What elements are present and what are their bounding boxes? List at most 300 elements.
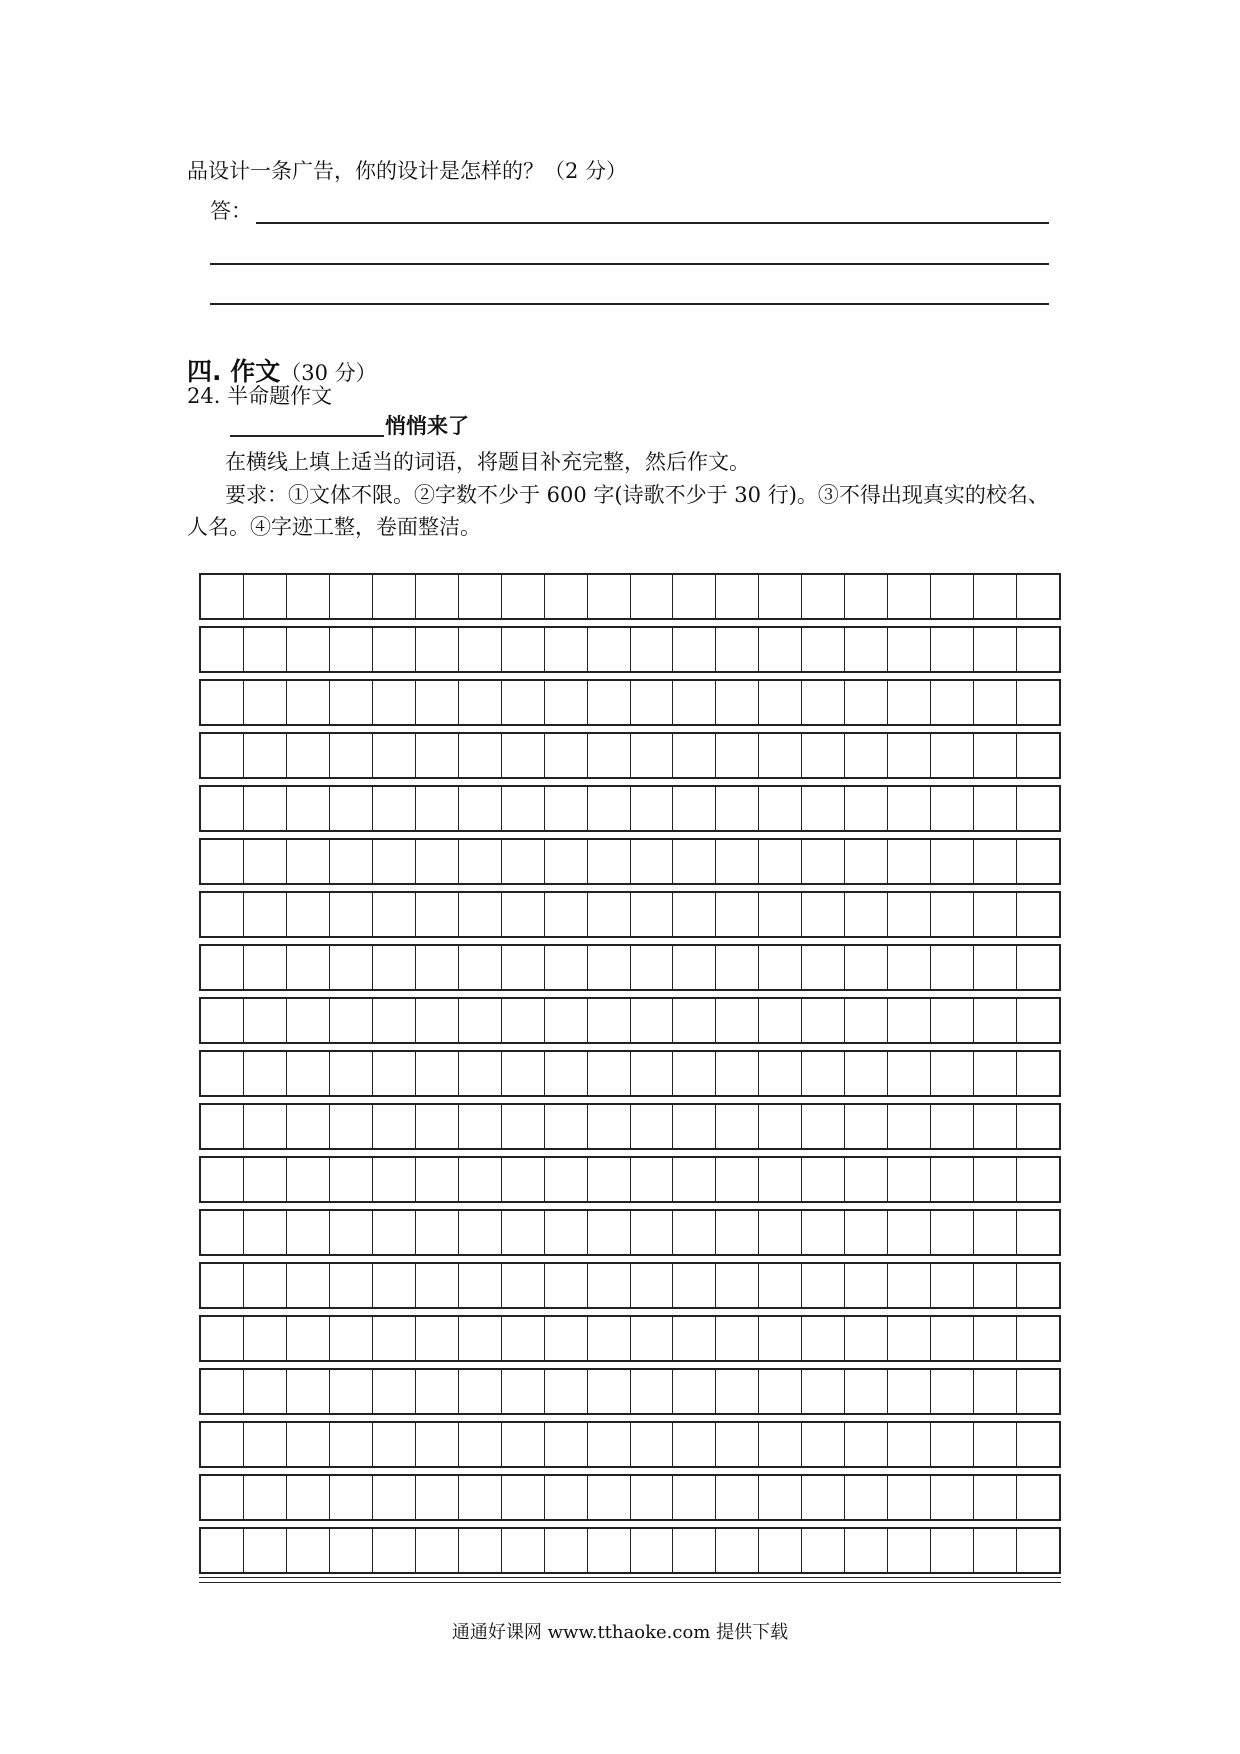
- grid-cell[interactable]: [330, 1264, 373, 1307]
- grid-cell[interactable]: [673, 1264, 716, 1307]
- grid-cell[interactable]: [330, 681, 373, 724]
- answer-line-1[interactable]: [256, 222, 1049, 224]
- grid-cell[interactable]: [888, 628, 931, 671]
- grid-cell[interactable]: [716, 1052, 759, 1095]
- grid-cell[interactable]: [373, 1211, 416, 1254]
- grid-cell[interactable]: [888, 1317, 931, 1360]
- grid-cell[interactable]: [759, 787, 802, 830]
- grid-cell[interactable]: [631, 946, 674, 989]
- grid-cell[interactable]: [716, 734, 759, 777]
- grid-cell[interactable]: [373, 1317, 416, 1360]
- grid-cell[interactable]: [802, 1476, 845, 1519]
- grid-cell[interactable]: [287, 946, 330, 989]
- grid-cell[interactable]: [244, 1423, 287, 1466]
- grid-cell[interactable]: [931, 1370, 974, 1413]
- grid-cell[interactable]: [588, 681, 631, 724]
- grid-cell[interactable]: [845, 1370, 888, 1413]
- grid-cell[interactable]: [759, 575, 802, 618]
- grid-cell[interactable]: [373, 1105, 416, 1148]
- grid-cell[interactable]: [716, 1476, 759, 1519]
- grid-cell[interactable]: [502, 734, 545, 777]
- grid-cell[interactable]: [888, 787, 931, 830]
- grid-cell[interactable]: [244, 1264, 287, 1307]
- grid-cell[interactable]: [888, 893, 931, 936]
- grid-cell[interactable]: [416, 1264, 459, 1307]
- grid-cell[interactable]: [631, 681, 674, 724]
- grid-cell[interactable]: [459, 1423, 502, 1466]
- grid-cell[interactable]: [287, 628, 330, 671]
- grid-cell[interactable]: [888, 1052, 931, 1095]
- grid-cell[interactable]: [502, 1529, 545, 1572]
- grid-cell[interactable]: [631, 628, 674, 671]
- grid-cell[interactable]: [845, 999, 888, 1042]
- grid-cell[interactable]: [931, 1264, 974, 1307]
- grid-cell[interactable]: [974, 893, 1017, 936]
- grid-cell[interactable]: [631, 734, 674, 777]
- grid-cell[interactable]: [931, 1211, 974, 1254]
- grid-cell[interactable]: [244, 999, 287, 1042]
- grid-cell[interactable]: [545, 1105, 588, 1148]
- grid-cell[interactable]: [545, 840, 588, 883]
- grid-cell[interactable]: [673, 840, 716, 883]
- grid-cell[interactable]: [974, 1264, 1017, 1307]
- grid-cell[interactable]: [802, 681, 845, 724]
- grid-cell[interactable]: [759, 893, 802, 936]
- grid-cell[interactable]: [845, 1423, 888, 1466]
- grid-cell[interactable]: [287, 1370, 330, 1413]
- grid-cell[interactable]: [759, 681, 802, 724]
- grid-cell[interactable]: [545, 893, 588, 936]
- grid-cell[interactable]: [673, 681, 716, 724]
- grid-cell[interactable]: [673, 787, 716, 830]
- grid-cell[interactable]: [416, 999, 459, 1042]
- grid-cell[interactable]: [502, 787, 545, 830]
- grid-cell[interactable]: [244, 840, 287, 883]
- grid-cell[interactable]: [502, 840, 545, 883]
- grid-cell[interactable]: [759, 999, 802, 1042]
- grid-cell[interactable]: [459, 946, 502, 989]
- grid-cell[interactable]: [459, 734, 502, 777]
- grid-cell[interactable]: [1017, 1529, 1059, 1572]
- grid-cell[interactable]: [931, 575, 974, 618]
- answer-line-2[interactable]: [210, 263, 1049, 265]
- grid-cell[interactable]: [287, 681, 330, 724]
- grid-cell[interactable]: [888, 1423, 931, 1466]
- grid-cell[interactable]: [802, 1317, 845, 1360]
- grid-cell[interactable]: [888, 1158, 931, 1201]
- grid-cell[interactable]: [287, 1423, 330, 1466]
- grid-cell[interactable]: [673, 1211, 716, 1254]
- grid-cell[interactable]: [373, 999, 416, 1042]
- grid-cell[interactable]: [716, 1211, 759, 1254]
- grid-cell[interactable]: [673, 575, 716, 618]
- grid-cell[interactable]: [974, 1052, 1017, 1095]
- grid-cell[interactable]: [845, 1529, 888, 1572]
- grid-cell[interactable]: [931, 1476, 974, 1519]
- grid-cell[interactable]: [759, 1105, 802, 1148]
- grid-cell[interactable]: [716, 681, 759, 724]
- grid-cell[interactable]: [673, 1158, 716, 1201]
- grid-cell[interactable]: [545, 1317, 588, 1360]
- grid-cell[interactable]: [502, 628, 545, 671]
- grid-cell[interactable]: [631, 1529, 674, 1572]
- grid-cell[interactable]: [845, 1264, 888, 1307]
- grid-cell[interactable]: [545, 1370, 588, 1413]
- grid-cell[interactable]: [588, 734, 631, 777]
- grid-cell[interactable]: [759, 1529, 802, 1572]
- grid-cell[interactable]: [588, 1370, 631, 1413]
- grid-cell[interactable]: [802, 893, 845, 936]
- grid-cell[interactable]: [974, 1370, 1017, 1413]
- grid-cell[interactable]: [287, 1476, 330, 1519]
- grid-cell[interactable]: [673, 999, 716, 1042]
- grid-cell[interactable]: [974, 999, 1017, 1042]
- grid-cell[interactable]: [416, 1370, 459, 1413]
- grid-cell[interactable]: [373, 893, 416, 936]
- grid-cell[interactable]: [759, 1423, 802, 1466]
- grid-cell[interactable]: [416, 840, 459, 883]
- grid-cell[interactable]: [459, 999, 502, 1042]
- grid-cell[interactable]: [1017, 893, 1059, 936]
- grid-cell[interactable]: [802, 628, 845, 671]
- grid-cell[interactable]: [931, 681, 974, 724]
- grid-cell[interactable]: [545, 1529, 588, 1572]
- grid-cell[interactable]: [888, 575, 931, 618]
- grid-cell[interactable]: [716, 628, 759, 671]
- grid-cell[interactable]: [845, 1052, 888, 1095]
- grid-cell[interactable]: [1017, 1317, 1059, 1360]
- grid-cell[interactable]: [201, 1211, 244, 1254]
- grid-cell[interactable]: [974, 1158, 1017, 1201]
- grid-cell[interactable]: [759, 946, 802, 989]
- grid-cell[interactable]: [974, 734, 1017, 777]
- grid-cell[interactable]: [373, 1476, 416, 1519]
- grid-cell[interactable]: [931, 1317, 974, 1360]
- grid-cell[interactable]: [330, 1317, 373, 1360]
- grid-cell[interactable]: [673, 628, 716, 671]
- grid-cell[interactable]: [330, 1476, 373, 1519]
- grid-cell[interactable]: [1017, 1105, 1059, 1148]
- grid-cell[interactable]: [244, 575, 287, 618]
- grid-cell[interactable]: [588, 999, 631, 1042]
- grid-cell[interactable]: [1017, 1370, 1059, 1413]
- grid-cell[interactable]: [673, 946, 716, 989]
- grid-cell[interactable]: [1017, 1264, 1059, 1307]
- answer-line-3[interactable]: [210, 303, 1049, 305]
- grid-cell[interactable]: [888, 1476, 931, 1519]
- grid-cell[interactable]: [931, 628, 974, 671]
- grid-cell[interactable]: [631, 893, 674, 936]
- grid-cell[interactable]: [716, 1370, 759, 1413]
- grid-cell[interactable]: [545, 1211, 588, 1254]
- grid-cell[interactable]: [287, 840, 330, 883]
- grid-cell[interactable]: [287, 734, 330, 777]
- grid-cell[interactable]: [1017, 946, 1059, 989]
- grid-cell[interactable]: [459, 787, 502, 830]
- grid-cell[interactable]: [588, 1423, 631, 1466]
- grid-cell[interactable]: [673, 1476, 716, 1519]
- grid-cell[interactable]: [244, 1317, 287, 1360]
- grid-cell[interactable]: [459, 1264, 502, 1307]
- grid-cell[interactable]: [888, 681, 931, 724]
- grid-cell[interactable]: [974, 1529, 1017, 1572]
- grid-cell[interactable]: [1017, 628, 1059, 671]
- grid-cell[interactable]: [802, 1264, 845, 1307]
- grid-cell[interactable]: [588, 575, 631, 618]
- grid-cell[interactable]: [459, 1317, 502, 1360]
- grid-cell[interactable]: [201, 1529, 244, 1572]
- grid-cell[interactable]: [1017, 1423, 1059, 1466]
- grid-cell[interactable]: [845, 1105, 888, 1148]
- grid-cell[interactable]: [244, 1052, 287, 1095]
- grid-cell[interactable]: [287, 575, 330, 618]
- grid-cell[interactable]: [673, 1317, 716, 1360]
- grid-cell[interactable]: [459, 840, 502, 883]
- grid-cell[interactable]: [459, 1476, 502, 1519]
- grid-cell[interactable]: [502, 893, 545, 936]
- grid-cell[interactable]: [759, 1211, 802, 1254]
- grid-cell[interactable]: [201, 1052, 244, 1095]
- grid-cell[interactable]: [502, 999, 545, 1042]
- grid-cell[interactable]: [330, 734, 373, 777]
- grid-cell[interactable]: [416, 787, 459, 830]
- grid-cell[interactable]: [545, 1264, 588, 1307]
- grid-cell[interactable]: [931, 946, 974, 989]
- grid-cell[interactable]: [416, 1317, 459, 1360]
- grid-cell[interactable]: [201, 1317, 244, 1360]
- grid-cell[interactable]: [631, 575, 674, 618]
- grid-cell[interactable]: [416, 681, 459, 724]
- grid-cell[interactable]: [845, 1158, 888, 1201]
- grid-cell[interactable]: [716, 1105, 759, 1148]
- grid-cell[interactable]: [802, 1529, 845, 1572]
- grid-cell[interactable]: [1017, 1211, 1059, 1254]
- grid-cell[interactable]: [845, 840, 888, 883]
- grid-cell[interactable]: [716, 1423, 759, 1466]
- grid-cell[interactable]: [802, 946, 845, 989]
- grid-cell[interactable]: [631, 1264, 674, 1307]
- grid-cell[interactable]: [373, 1529, 416, 1572]
- grid-cell[interactable]: [845, 893, 888, 936]
- grid-cell[interactable]: [759, 1052, 802, 1095]
- grid-cell[interactable]: [459, 1529, 502, 1572]
- grid-cell[interactable]: [974, 787, 1017, 830]
- grid-cell[interactable]: [416, 1105, 459, 1148]
- grid-cell[interactable]: [802, 1423, 845, 1466]
- grid-cell[interactable]: [631, 1158, 674, 1201]
- grid-cell[interactable]: [244, 946, 287, 989]
- grid-cell[interactable]: [673, 1370, 716, 1413]
- grid-cell[interactable]: [330, 1423, 373, 1466]
- grid-cell[interactable]: [716, 787, 759, 830]
- grid-cell[interactable]: [1017, 734, 1059, 777]
- grid-cell[interactable]: [502, 575, 545, 618]
- grid-cell[interactable]: [201, 999, 244, 1042]
- grid-cell[interactable]: [416, 628, 459, 671]
- grid-cell[interactable]: [631, 787, 674, 830]
- grid-cell[interactable]: [545, 946, 588, 989]
- grid-cell[interactable]: [888, 840, 931, 883]
- grid-cell[interactable]: [759, 1476, 802, 1519]
- grid-cell[interactable]: [974, 1317, 1017, 1360]
- grid-cell[interactable]: [716, 1158, 759, 1201]
- grid-cell[interactable]: [888, 1370, 931, 1413]
- grid-cell[interactable]: [588, 1317, 631, 1360]
- grid-cell[interactable]: [1017, 575, 1059, 618]
- grid-cell[interactable]: [201, 575, 244, 618]
- grid-cell[interactable]: [845, 946, 888, 989]
- grid-cell[interactable]: [759, 840, 802, 883]
- grid-cell[interactable]: [201, 1105, 244, 1148]
- grid-cell[interactable]: [330, 787, 373, 830]
- grid-cell[interactable]: [201, 840, 244, 883]
- grid-cell[interactable]: [373, 628, 416, 671]
- grid-cell[interactable]: [287, 1105, 330, 1148]
- grid-cell[interactable]: [287, 1158, 330, 1201]
- grid-cell[interactable]: [330, 840, 373, 883]
- grid-cell[interactable]: [330, 946, 373, 989]
- grid-cell[interactable]: [330, 1105, 373, 1148]
- grid-cell[interactable]: [716, 893, 759, 936]
- grid-cell[interactable]: [845, 681, 888, 724]
- grid-cell[interactable]: [716, 999, 759, 1042]
- grid-cell[interactable]: [244, 893, 287, 936]
- grid-cell[interactable]: [845, 1317, 888, 1360]
- grid-cell[interactable]: [802, 1158, 845, 1201]
- grid-cell[interactable]: [244, 787, 287, 830]
- grid-cell[interactable]: [974, 840, 1017, 883]
- grid-cell[interactable]: [459, 1052, 502, 1095]
- grid-cell[interactable]: [373, 1264, 416, 1307]
- grid-cell[interactable]: [888, 734, 931, 777]
- grid-cell[interactable]: [588, 1105, 631, 1148]
- grid-cell[interactable]: [244, 734, 287, 777]
- grid-cell[interactable]: [931, 1423, 974, 1466]
- grid-cell[interactable]: [244, 1370, 287, 1413]
- grid-cell[interactable]: [931, 1158, 974, 1201]
- grid-cell[interactable]: [974, 575, 1017, 618]
- grid-cell[interactable]: [1017, 1476, 1059, 1519]
- grid-cell[interactable]: [244, 1211, 287, 1254]
- grid-cell[interactable]: [287, 787, 330, 830]
- grid-cell[interactable]: [459, 628, 502, 671]
- grid-cell[interactable]: [330, 575, 373, 618]
- grid-cell[interactable]: [502, 1052, 545, 1095]
- grid-cell[interactable]: [502, 1211, 545, 1254]
- grid-cell[interactable]: [802, 787, 845, 830]
- grid-cell[interactable]: [1017, 840, 1059, 883]
- grid-cell[interactable]: [373, 1370, 416, 1413]
- grid-cell[interactable]: [802, 840, 845, 883]
- grid-cell[interactable]: [588, 840, 631, 883]
- grid-cell[interactable]: [330, 628, 373, 671]
- grid-cell[interactable]: [545, 1423, 588, 1466]
- grid-cell[interactable]: [588, 628, 631, 671]
- grid-cell[interactable]: [588, 946, 631, 989]
- grid-cell[interactable]: [545, 681, 588, 724]
- grid-cell[interactable]: [416, 946, 459, 989]
- grid-cell[interactable]: [502, 681, 545, 724]
- grid-cell[interactable]: [588, 1529, 631, 1572]
- grid-cell[interactable]: [545, 1476, 588, 1519]
- grid-cell[interactable]: [845, 628, 888, 671]
- grid-cell[interactable]: [716, 946, 759, 989]
- grid-cell[interactable]: [287, 1052, 330, 1095]
- grid-cell[interactable]: [201, 1264, 244, 1307]
- grid-cell[interactable]: [888, 1211, 931, 1254]
- grid-cell[interactable]: [845, 1476, 888, 1519]
- grid-cell[interactable]: [673, 1423, 716, 1466]
- grid-cell[interactable]: [201, 734, 244, 777]
- grid-cell[interactable]: [330, 1158, 373, 1201]
- grid-cell[interactable]: [545, 787, 588, 830]
- grid-cell[interactable]: [588, 787, 631, 830]
- grid-cell[interactable]: [373, 946, 416, 989]
- grid-cell[interactable]: [802, 734, 845, 777]
- grid-cell[interactable]: [716, 575, 759, 618]
- grid-cell[interactable]: [459, 893, 502, 936]
- grid-cell[interactable]: [373, 734, 416, 777]
- grid-cell[interactable]: [373, 1052, 416, 1095]
- grid-cell[interactable]: [802, 1370, 845, 1413]
- grid-cell[interactable]: [759, 1370, 802, 1413]
- grid-cell[interactable]: [416, 734, 459, 777]
- grid-cell[interactable]: [631, 1370, 674, 1413]
- grid-cell[interactable]: [330, 1529, 373, 1572]
- grid-cell[interactable]: [373, 840, 416, 883]
- grid-cell[interactable]: [502, 1264, 545, 1307]
- grid-cell[interactable]: [1017, 787, 1059, 830]
- grid-cell[interactable]: [502, 1317, 545, 1360]
- grid-cell[interactable]: [330, 893, 373, 936]
- grid-cell[interactable]: [716, 1264, 759, 1307]
- grid-cell[interactable]: [416, 575, 459, 618]
- grid-cell[interactable]: [416, 1211, 459, 1254]
- grid-cell[interactable]: [373, 1423, 416, 1466]
- grid-cell[interactable]: [716, 1529, 759, 1572]
- grid-cell[interactable]: [416, 1476, 459, 1519]
- grid-cell[interactable]: [244, 628, 287, 671]
- grid-cell[interactable]: [545, 1052, 588, 1095]
- grid-cell[interactable]: [459, 575, 502, 618]
- grid-cell[interactable]: [330, 1052, 373, 1095]
- grid-cell[interactable]: [588, 1264, 631, 1307]
- grid-cell[interactable]: [974, 946, 1017, 989]
- grid-cell[interactable]: [201, 1158, 244, 1201]
- grid-cell[interactable]: [845, 787, 888, 830]
- grid-cell[interactable]: [545, 734, 588, 777]
- grid-cell[interactable]: [974, 1105, 1017, 1148]
- grid-cell[interactable]: [201, 628, 244, 671]
- grid-cell[interactable]: [545, 1158, 588, 1201]
- grid-cell[interactable]: [416, 1052, 459, 1095]
- grid-cell[interactable]: [459, 1105, 502, 1148]
- grid-cell[interactable]: [631, 1476, 674, 1519]
- grid-cell[interactable]: [287, 1211, 330, 1254]
- grid-cell[interactable]: [545, 575, 588, 618]
- grid-cell[interactable]: [502, 946, 545, 989]
- grid-cell[interactable]: [931, 840, 974, 883]
- grid-cell[interactable]: [759, 1264, 802, 1307]
- grid-cell[interactable]: [631, 999, 674, 1042]
- grid-cell[interactable]: [588, 1476, 631, 1519]
- grid-cell[interactable]: [931, 734, 974, 777]
- grid-cell[interactable]: [244, 681, 287, 724]
- grid-cell[interactable]: [416, 1423, 459, 1466]
- grid-cell[interactable]: [287, 999, 330, 1042]
- grid-cell[interactable]: [974, 1211, 1017, 1254]
- grid-cell[interactable]: [459, 1370, 502, 1413]
